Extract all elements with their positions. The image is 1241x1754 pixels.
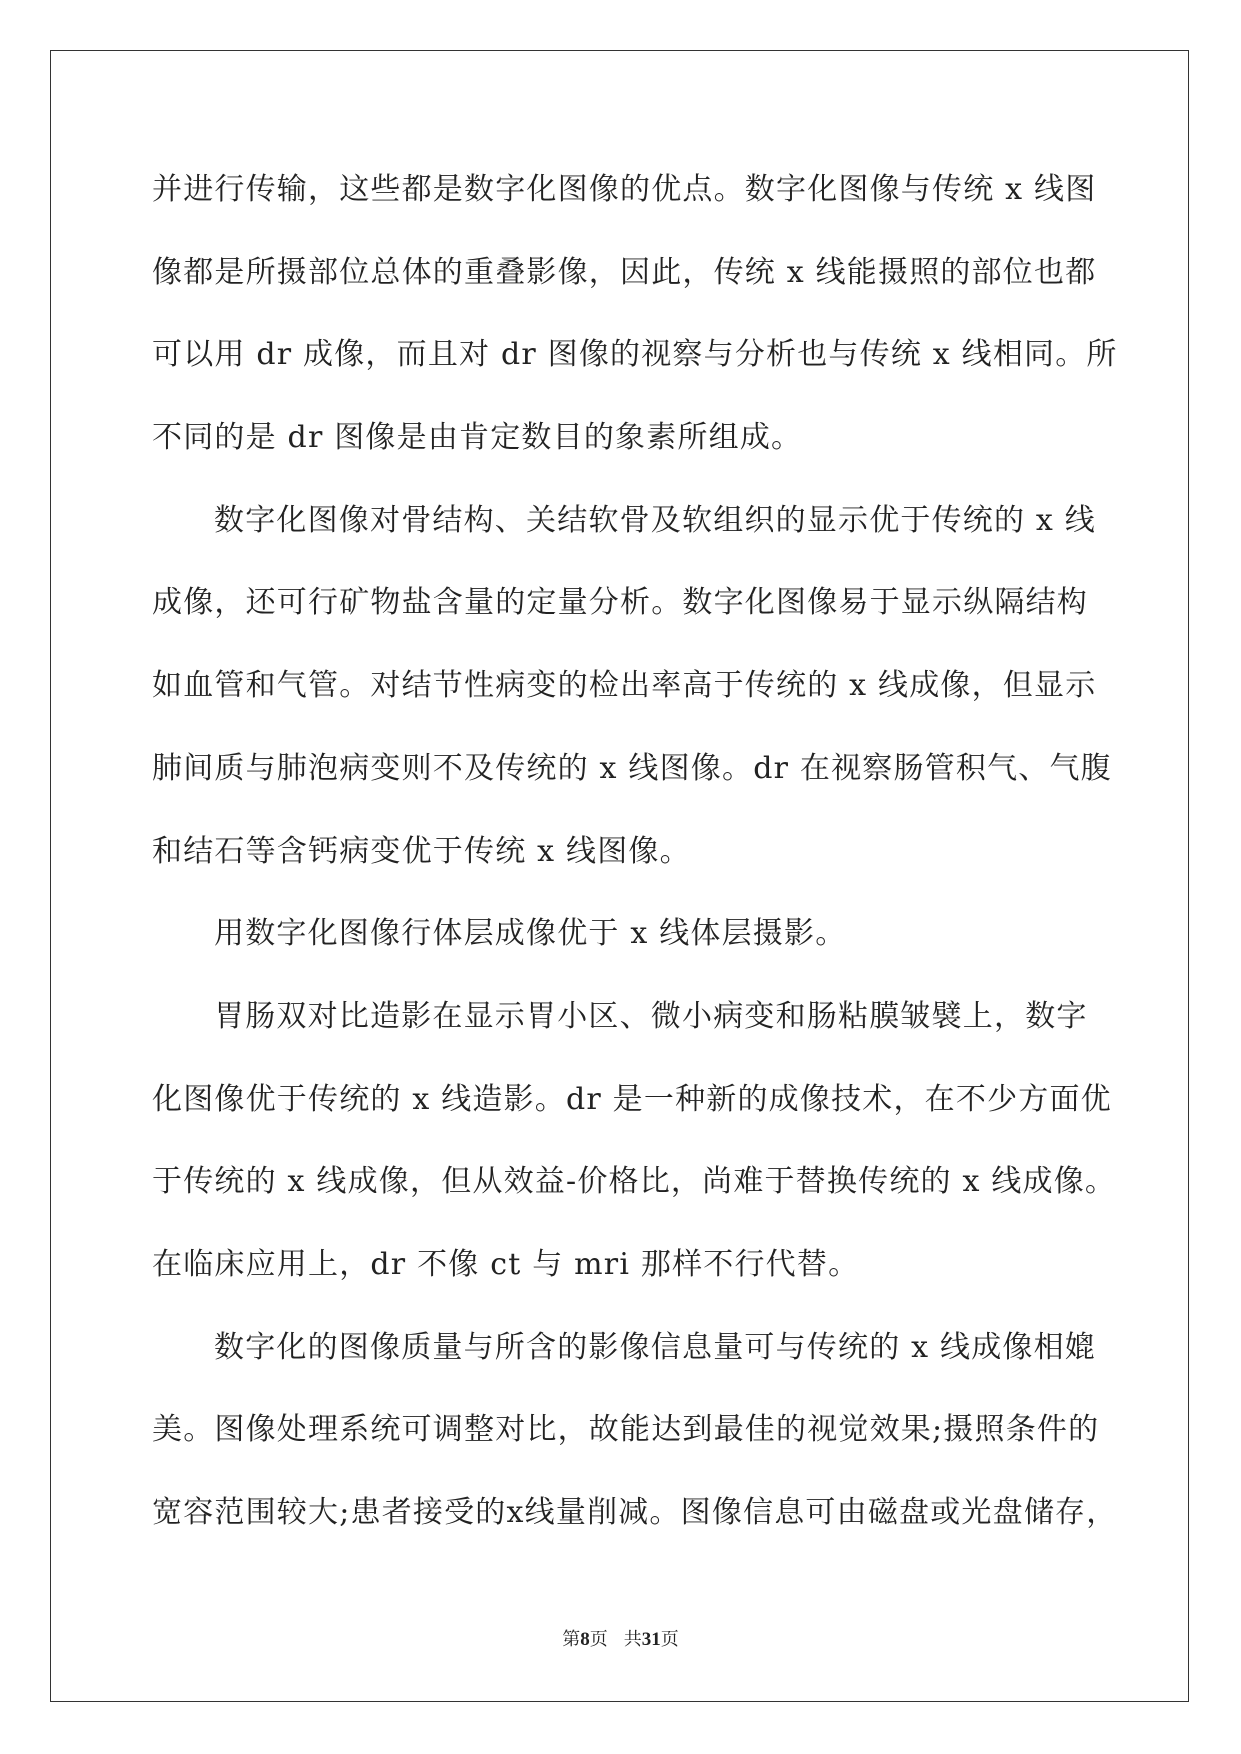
page-footer: [0, 1625, 1241, 1651]
paragraph-start-line: 数字化的图像质量与所含的影像信息量可与传统的 x 线成像相媲: [214, 1329, 1096, 1365]
text-line: 并进行传输，这些都是数字化图像的优点。数字化图像与传统 x 线图: [152, 172, 1097, 207]
paragraph-start-line: 胃肠双对比造影在显示胃小区、微小病变和肠粘膜皱襞上，数字: [214, 998, 1088, 1034]
text-line: 肺间质与肺泡病变则不及传统的 x 线图像。dr 在视察肠管积气、气腹: [152, 750, 1112, 786]
total-page-count: 31: [641, 1629, 661, 1650]
text-line: 在临床应用上，dr 不像 ct 与 mri 那样不行代替。: [152, 1246, 860, 1282]
footer-page-suffix: 页: [589, 1629, 608, 1650]
text-line: 成像，还可行矿物盐含量的定量分析。数字化图像易于显示纵隔结构: [152, 585, 1088, 621]
paragraph-start-line: 数字化图像对骨结构、关结软骨及软组织的显示优于传统的 x 线: [214, 502, 1096, 538]
text-line: 美。图像处理系统可调整对比，故能达到最佳的视觉效果;摄照条件的: [152, 1412, 1100, 1448]
text-line: 可以用 dr 成像，而且对 dr 图像的视察与分析也与传统 x 线相同。所: [152, 337, 1118, 373]
text-line: 于传统的 x 线成像，但从效益-价格比，尚难于替换传统的 x 线成像。: [152, 1164, 1117, 1200]
text-line: 不同的是 dr 图像是由肯定数目的象素所组成。: [152, 420, 803, 456]
text-line: 如血管和气管。对结节性病变的检出率高于传统的 x 线成像，但显示: [152, 668, 1097, 704]
current-page-number: 8: [580, 1629, 590, 1650]
paragraph-start-line: 用数字化图像行体层成像优于 x 线体层摄影。: [214, 916, 847, 952]
text-line: 像都是所摄部位总体的重叠影像，因此，传统 x 线能摄照的部位也都: [152, 254, 1097, 290]
text-line: 和结石等含钙病变优于传统 x 线图像。: [152, 833, 691, 869]
footer-total-suffix: 页: [660, 1629, 679, 1650]
footer-total-prefix: 共: [623, 1629, 642, 1650]
text-line: 化图像优于传统的 x 线造影。dr 是一种新的成像技术，在不少方面优: [152, 1081, 1112, 1117]
text-line: 宽容范围较大;患者接受的x线量削减。图像信息可由磁盘或光盘储存，: [152, 1495, 1118, 1530]
document-body: [152, 157, 1118, 1563]
footer-prefix: 第: [562, 1629, 581, 1650]
